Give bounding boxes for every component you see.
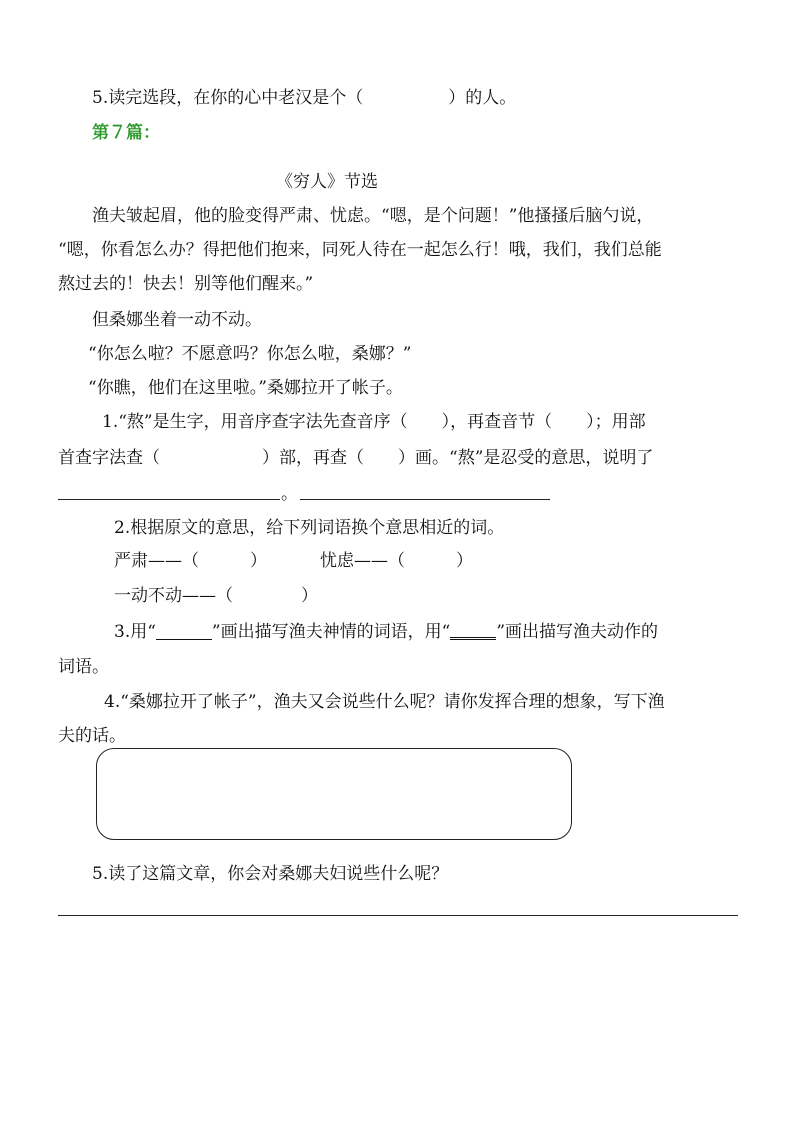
question-1-line-1: 1.“熬”是生字，用音序查字法先查音序（ ），再查音节（ ）；用部 xyxy=(102,412,646,432)
question-4-line-1: 4.“桑娜拉开了帐子”，渔夫又会说些什么呢？请你发挥合理的想象，写下渔 xyxy=(104,692,665,712)
question-5-text: 5.读了这篇文章，你会对桑娜夫妇说些什么呢？ xyxy=(92,864,449,884)
synonym-item-2: 忧虑——（ ） xyxy=(320,551,473,571)
article-title: 《穷人》节选 xyxy=(276,172,378,192)
synonym-item-1: 严肃——（ ） xyxy=(114,551,267,571)
question-4-line-2: 夫的话。 xyxy=(58,726,126,746)
question-5-previous: 5.读完选段，在你的心中老汉是个（ ）的人。 xyxy=(92,88,517,108)
answer-line-1a[interactable] xyxy=(58,499,280,500)
question-3-line-2: 词语。 xyxy=(58,657,109,677)
passage-line-3: 熬过去的！快去！别等他们醒来。” xyxy=(58,274,314,294)
answer-box[interactable] xyxy=(96,748,572,840)
double-underline-sample xyxy=(450,620,496,640)
passage-line-1: 渔夫皱起眉，他的脸变得严肃、忧虑。“嗯，是个问题！”他搔搔后脑勺说， xyxy=(92,206,654,226)
answer-line-1b[interactable] xyxy=(300,499,550,500)
answer-line-period: 。 xyxy=(281,484,298,504)
straight-underline-sample xyxy=(156,622,212,640)
section-heading: 第７篇： xyxy=(92,123,160,143)
synonym-item-3: 一动不动——（ ） xyxy=(114,586,318,606)
question-2-text: 2.根据原文的意思，给下列词语换个意思相近的词。 xyxy=(114,518,505,538)
passage-paragraph-2: 但桑娜坐着一动不动。 xyxy=(92,310,262,330)
passage-paragraph-3: “你怎么啦？不愿意吗？你怎么啦，桑娜？” xyxy=(88,344,412,364)
answer-line-5[interactable] xyxy=(58,915,738,916)
passage-line-2: “嗯，你看怎么办？得把他们抱来，同死人待在一起怎么行！哦，我们，我们总能 xyxy=(58,240,662,260)
question-3-line-1: 3.用“ ”画出描写渔夫神情的词语，用“ ”画出描写渔夫动作的 xyxy=(114,622,659,642)
question-1-line-2: 首查字法查（ ）部，再查（ ）画。“熬”是忍受的意思，说明了 xyxy=(58,448,654,468)
passage-paragraph-4: “你瞧，他们在这里啦。”桑娜拉开了帐子。 xyxy=(88,378,403,398)
